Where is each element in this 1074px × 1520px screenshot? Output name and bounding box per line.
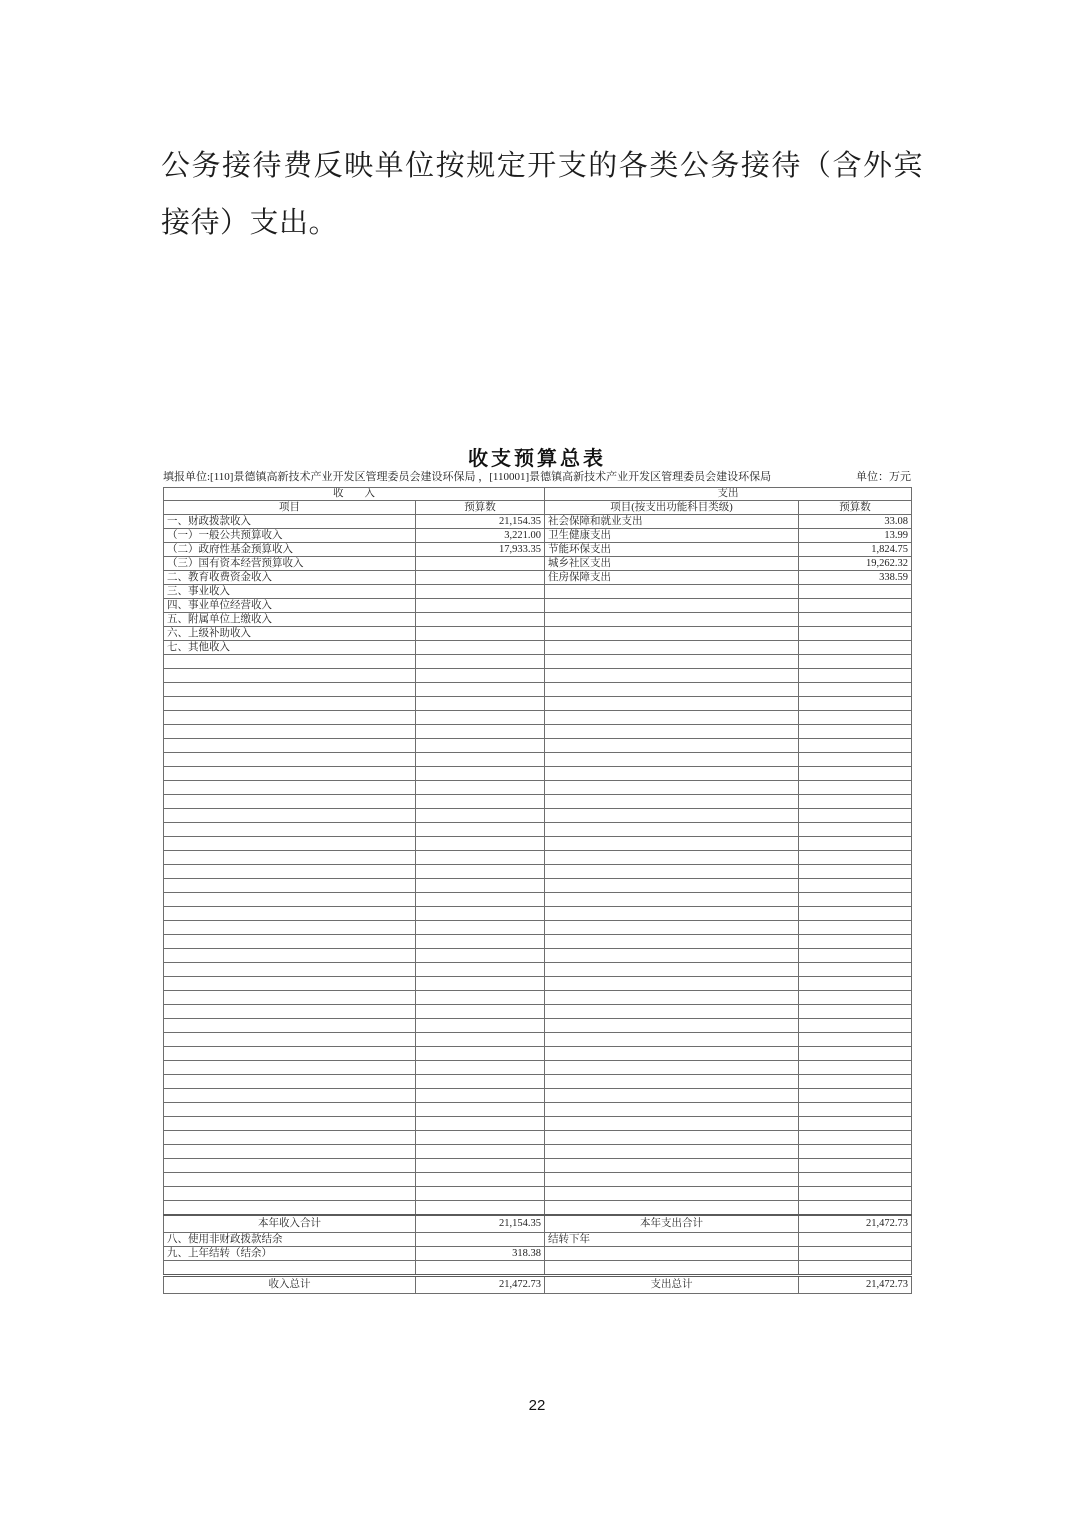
- expense-value-cell: [799, 711, 912, 725]
- expense-item-cell: [545, 851, 799, 865]
- income-value-cell: 3,221.00: [416, 529, 545, 543]
- expense-item-header: 项目(按支出功能科目类级): [545, 501, 799, 515]
- income-item-cell: 三、事业收入: [164, 585, 416, 599]
- income-item-cell: [164, 655, 416, 669]
- expense-value-cell: 21,472.73: [799, 1276, 912, 1294]
- income-item-cell: [164, 739, 416, 753]
- table-row: [164, 1019, 912, 1033]
- income-item-cell: [164, 1131, 416, 1145]
- expense-item-cell: [545, 865, 799, 879]
- expense-item-cell: [545, 711, 799, 725]
- income-value-cell: [416, 893, 545, 907]
- expense-item-cell: [545, 991, 799, 1005]
- income-section-header: 收 入: [164, 488, 545, 501]
- income-value-cell: [416, 767, 545, 781]
- income-item-cell: [164, 851, 416, 865]
- expense-item-cell: [545, 739, 799, 753]
- income-value-cell: [416, 1061, 545, 1075]
- expense-item-cell: [545, 795, 799, 809]
- expense-value-cell: 19,262.32: [799, 557, 912, 571]
- income-value-cell: [416, 711, 545, 725]
- expense-item-cell: [545, 977, 799, 991]
- income-value-cell: [416, 1173, 545, 1187]
- expense-value-cell: [799, 935, 912, 949]
- expense-item-cell: [545, 1173, 799, 1187]
- income-item-cell: [164, 1103, 416, 1117]
- expense-value-cell: [799, 1233, 912, 1247]
- expense-item-cell: [545, 823, 799, 837]
- income-item-cell: [164, 963, 416, 977]
- table-row: [164, 809, 912, 823]
- expense-value-cell: [799, 1187, 912, 1201]
- expense-value-cell: [799, 1131, 912, 1145]
- table-row: [164, 753, 912, 767]
- income-value-cell: [416, 809, 545, 823]
- table-row: [164, 1276, 912, 1294]
- table-row: [164, 1215, 912, 1233]
- income-item-cell: [164, 1187, 416, 1201]
- expense-value-cell: [799, 823, 912, 837]
- expense-value-cell: [799, 1117, 912, 1131]
- expense-item-cell: [545, 585, 799, 599]
- income-value-cell: [416, 949, 545, 963]
- table-row: [164, 515, 912, 529]
- income-item-cell: （一）一般公共预算收入: [164, 529, 416, 543]
- expense-value-cell: [799, 893, 912, 907]
- expense-item-cell: [545, 1187, 799, 1201]
- expense-value-cell: [799, 1033, 912, 1047]
- income-value-cell: [416, 1201, 545, 1216]
- income-item-cell: [164, 893, 416, 907]
- table-row: [164, 529, 912, 543]
- income-item-cell: [164, 809, 416, 823]
- income-item-cell: [164, 697, 416, 711]
- income-item-cell: 收入总计: [164, 1276, 416, 1294]
- expense-item-cell: [545, 1033, 799, 1047]
- income-value-cell: [416, 1233, 545, 1247]
- table-row: [164, 1103, 912, 1117]
- expense-item-cell: [545, 935, 799, 949]
- income-value-cell: 21,154.35: [416, 1215, 545, 1233]
- expense-item-cell: [545, 907, 799, 921]
- expense-value-cell: [799, 837, 912, 851]
- income-item-cell: 一、财政拨款收入: [164, 515, 416, 529]
- table-row: [164, 1247, 912, 1261]
- expense-item-cell: [545, 1089, 799, 1103]
- expense-item-cell: [545, 879, 799, 893]
- expense-item-cell: [545, 1117, 799, 1131]
- expense-value-cell: [799, 753, 912, 767]
- expense-value-cell: [799, 585, 912, 599]
- expense-item-cell: [545, 683, 799, 697]
- table-row: [164, 725, 912, 739]
- expense-value-cell: [799, 739, 912, 753]
- income-value-cell: [416, 655, 545, 669]
- table-row: [164, 865, 912, 879]
- expense-item-cell: [545, 1005, 799, 1019]
- income-item-cell: 二、教育收费资金收入: [164, 571, 416, 585]
- income-value-cell: [416, 571, 545, 585]
- table-row: [164, 1117, 912, 1131]
- expense-value-cell: [799, 767, 912, 781]
- table-row: [164, 543, 912, 557]
- table-row: [164, 921, 912, 935]
- income-item-cell: 六、上级补助收入: [164, 627, 416, 641]
- income-item-cell: （二）政府性基金预算收入: [164, 543, 416, 557]
- income-value-cell: [416, 977, 545, 991]
- income-item-cell: 七、其他收入: [164, 641, 416, 655]
- income-value-cell: [416, 1075, 545, 1089]
- expense-item-cell: [545, 669, 799, 683]
- expense-value-cell: [799, 1061, 912, 1075]
- expense-value-cell: [799, 655, 912, 669]
- income-item-cell: [164, 949, 416, 963]
- expense-item-cell: [545, 655, 799, 669]
- expense-item-cell: [545, 1019, 799, 1033]
- expense-value-cell: [799, 1103, 912, 1117]
- table-row: [164, 851, 912, 865]
- expense-item-cell: [545, 1061, 799, 1075]
- income-item-cell: [164, 1173, 416, 1187]
- income-item-cell: [164, 767, 416, 781]
- expense-item-cell: [545, 641, 799, 655]
- income-value-cell: [416, 1005, 545, 1019]
- expense-item-cell: [545, 1247, 799, 1261]
- income-item-cell: [164, 1033, 416, 1047]
- expense-value-cell: 13.99: [799, 529, 912, 543]
- expense-value-cell: [799, 683, 912, 697]
- body-paragraph: 公务接待费反映单位按规定开支的各类公务接待（含外宾接待）支出。: [161, 150, 923, 239]
- income-value-cell: [416, 921, 545, 935]
- income-value-cell: [416, 1103, 545, 1117]
- expense-item-cell: [545, 837, 799, 851]
- income-item-header: 项目: [164, 501, 416, 515]
- expense-item-cell: 卫生健康支出: [545, 529, 799, 543]
- income-budget-header: 预算数: [416, 501, 545, 515]
- expense-item-cell: [545, 613, 799, 627]
- expense-item-cell: [545, 809, 799, 823]
- income-value-cell: [416, 851, 545, 865]
- income-item-cell: [164, 1089, 416, 1103]
- table-row: [164, 599, 912, 613]
- income-item-cell: [164, 865, 416, 879]
- expense-value-cell: [799, 865, 912, 879]
- expense-item-cell: [545, 725, 799, 739]
- income-value-cell: [416, 627, 545, 641]
- income-item-cell: [164, 1117, 416, 1131]
- income-item-cell: [164, 1201, 416, 1216]
- income-item-cell: [164, 1145, 416, 1159]
- income-value-cell: [416, 991, 545, 1005]
- expense-value-cell: [799, 1261, 912, 1276]
- expense-value-cell: [799, 851, 912, 865]
- table-row: [164, 1131, 912, 1145]
- expense-value-cell: [799, 697, 912, 711]
- income-item-cell: [164, 795, 416, 809]
- table-row: [164, 1145, 912, 1159]
- expense-value-cell: [799, 1247, 912, 1261]
- income-value-cell: [416, 1033, 545, 1047]
- expense-item-cell: [545, 627, 799, 641]
- table-row: [164, 1173, 912, 1187]
- expense-value-cell: [799, 1173, 912, 1187]
- table-row: [164, 1201, 912, 1216]
- income-value-cell: 17,933.35: [416, 543, 545, 557]
- expense-value-cell: 338.59: [799, 571, 912, 585]
- table-row: [164, 1233, 912, 1247]
- income-value-cell: [416, 1131, 545, 1145]
- table-row: [164, 711, 912, 725]
- expense-value-cell: [799, 599, 912, 613]
- table-row: [164, 977, 912, 991]
- income-item-cell: [164, 683, 416, 697]
- income-item-cell: [164, 977, 416, 991]
- income-item-cell: 九、上年结转（结余）: [164, 1247, 416, 1261]
- income-item-cell: [164, 921, 416, 935]
- table-row: [164, 1159, 912, 1173]
- expense-value-cell: 33.08: [799, 515, 912, 529]
- income-item-cell: [164, 1075, 416, 1089]
- income-value-cell: 318.38: [416, 1247, 545, 1261]
- income-value-cell: [416, 753, 545, 767]
- table-row: [164, 907, 912, 921]
- income-item-cell: [164, 837, 416, 851]
- income-item-cell: [164, 879, 416, 893]
- budget-table: [163, 487, 912, 1294]
- income-value-cell: [416, 683, 545, 697]
- expense-item-cell: [545, 1201, 799, 1216]
- income-item-cell: [164, 725, 416, 739]
- expense-item-cell: [545, 599, 799, 613]
- income-value-cell: [416, 1261, 545, 1276]
- income-item-cell: 四、事业单位经营收入: [164, 599, 416, 613]
- table-row: [164, 1061, 912, 1075]
- income-item-cell: （三）国有资本经营预算收入: [164, 557, 416, 571]
- expense-item-cell: [545, 893, 799, 907]
- income-item-cell: [164, 711, 416, 725]
- table-row: [164, 585, 912, 599]
- table-row: [164, 1089, 912, 1103]
- income-item-cell: [164, 1005, 416, 1019]
- table-row: [164, 781, 912, 795]
- expense-value-cell: [799, 1019, 912, 1033]
- table-row: [164, 571, 912, 585]
- table-row: [164, 697, 912, 711]
- expense-value-cell: [799, 1145, 912, 1159]
- income-value-cell: [416, 935, 545, 949]
- expense-value-cell: [799, 963, 912, 977]
- table-row: [164, 823, 912, 837]
- income-value-cell: [416, 865, 545, 879]
- table-row: [164, 1075, 912, 1089]
- budget-table-body: [164, 515, 912, 1294]
- income-item-cell: [164, 991, 416, 1005]
- income-value-cell: [416, 613, 545, 627]
- unit-of-measure-label: 单位：万元: [856, 471, 911, 483]
- table-row: [164, 1187, 912, 1201]
- income-value-cell: [416, 795, 545, 809]
- expense-value-cell: [799, 949, 912, 963]
- expense-value-cell: [799, 1089, 912, 1103]
- table-row: [164, 963, 912, 977]
- expense-budget-header: 预算数: [799, 501, 912, 515]
- income-value-cell: [416, 823, 545, 837]
- income-item-cell: [164, 1261, 416, 1276]
- table-row: [164, 795, 912, 809]
- page-number: 22: [528, 1397, 546, 1414]
- income-value-cell: [416, 725, 545, 739]
- expense-value-cell: [799, 977, 912, 991]
- expense-item-cell: [545, 921, 799, 935]
- expense-value-cell: [799, 781, 912, 795]
- expense-item-cell: 住房保障支出: [545, 571, 799, 585]
- expense-value-cell: [799, 809, 912, 823]
- table-row: [164, 739, 912, 753]
- table-column-header-row: [164, 501, 912, 515]
- income-item-cell: [164, 781, 416, 795]
- expense-value-cell: 21,472.73: [799, 1215, 912, 1233]
- expense-value-cell: [799, 991, 912, 1005]
- income-value-cell: [416, 1047, 545, 1061]
- income-value-cell: [416, 1187, 545, 1201]
- expense-item-cell: [545, 1047, 799, 1061]
- income-item-cell: [164, 1047, 416, 1061]
- expense-value-cell: [799, 907, 912, 921]
- expense-item-cell: [545, 1159, 799, 1173]
- income-value-cell: [416, 557, 545, 571]
- table-row: [164, 669, 912, 683]
- income-value-cell: 21,154.35: [416, 515, 545, 529]
- expense-item-cell: 本年支出合计: [545, 1215, 799, 1233]
- income-value-cell: [416, 641, 545, 655]
- income-value-cell: [416, 585, 545, 599]
- income-value-cell: [416, 1019, 545, 1033]
- table-row: [164, 879, 912, 893]
- expense-item-cell: 节能环保支出: [545, 543, 799, 557]
- income-value-cell: [416, 837, 545, 851]
- expense-value-cell: [799, 613, 912, 627]
- income-item-cell: [164, 753, 416, 767]
- expense-item-cell: [545, 1103, 799, 1117]
- expense-value-cell: [799, 1075, 912, 1089]
- table-row: [164, 935, 912, 949]
- expense-item-cell: [545, 781, 799, 795]
- expense-value-cell: [799, 879, 912, 893]
- expense-item-cell: [545, 1261, 799, 1276]
- expense-value-cell: [799, 669, 912, 683]
- income-item-cell: 本年收入合计: [164, 1215, 416, 1233]
- table-row: [164, 641, 912, 655]
- table-row: [164, 1047, 912, 1061]
- income-value-cell: [416, 739, 545, 753]
- expense-value-cell: 1,824.75: [799, 543, 912, 557]
- expense-item-cell: 社会保障和就业支出: [545, 515, 799, 529]
- expense-item-cell: 城乡社区支出: [545, 557, 799, 571]
- income-value-cell: [416, 599, 545, 613]
- table-row: [164, 557, 912, 571]
- income-item-cell: [164, 907, 416, 921]
- income-item-cell: [164, 669, 416, 683]
- table-meta-row: [163, 470, 911, 485]
- income-item-cell: 五、附属单位上缴收入: [164, 613, 416, 627]
- table-row: [164, 991, 912, 1005]
- income-value-cell: [416, 1117, 545, 1131]
- expense-item-cell: 结转下年: [545, 1233, 799, 1247]
- income-item-cell: [164, 1061, 416, 1075]
- income-value-cell: [416, 1159, 545, 1173]
- income-item-cell: [164, 823, 416, 837]
- table-row: [164, 683, 912, 697]
- income-value-cell: [416, 1089, 545, 1103]
- income-value-cell: [416, 907, 545, 921]
- expense-value-cell: [799, 795, 912, 809]
- expense-item-cell: [545, 767, 799, 781]
- expense-item-cell: [545, 1145, 799, 1159]
- expense-item-cell: [545, 1131, 799, 1145]
- table-row: [164, 1005, 912, 1019]
- expense-item-cell: [545, 697, 799, 711]
- income-value-cell: [416, 963, 545, 977]
- expense-item-cell: 支出总计: [545, 1276, 799, 1294]
- table-section-header-row: [164, 488, 912, 501]
- table-row: [164, 1033, 912, 1047]
- table-title: 收支预算总表: [468, 448, 606, 470]
- income-value-cell: [416, 781, 545, 795]
- table-row: [164, 767, 912, 781]
- expense-value-cell: [799, 725, 912, 739]
- expense-value-cell: [799, 1047, 912, 1061]
- expense-item-cell: [545, 753, 799, 767]
- expense-item-cell: [545, 1075, 799, 1089]
- income-value-cell: [416, 697, 545, 711]
- income-value-cell: [416, 879, 545, 893]
- table-row: [164, 893, 912, 907]
- income-value-cell: [416, 669, 545, 683]
- table-row: [164, 949, 912, 963]
- income-item-cell: [164, 935, 416, 949]
- income-item-cell: 八、使用非财政拨款结余: [164, 1233, 416, 1247]
- table-row: [164, 613, 912, 627]
- expense-value-cell: [799, 1201, 912, 1216]
- expense-value-cell: [799, 1005, 912, 1019]
- expense-section-header: 支出: [545, 488, 912, 501]
- expense-item-cell: [545, 949, 799, 963]
- expense-value-cell: [799, 921, 912, 935]
- table-row: [164, 1261, 912, 1276]
- table-row: [164, 655, 912, 669]
- income-value-cell: 21,472.73: [416, 1276, 545, 1294]
- expense-value-cell: [799, 641, 912, 655]
- expense-value-cell: [799, 1159, 912, 1173]
- reporting-unit-label: 填报单位:[110]景德镇高新技术产业开发区管理委员会建设环保局 ，[110001]景德镇高新技术产业开发区管理委员会建设环保局: [163, 471, 772, 483]
- table-row: [164, 627, 912, 641]
- income-item-cell: [164, 1159, 416, 1173]
- income-value-cell: [416, 1145, 545, 1159]
- expense-value-cell: [799, 627, 912, 641]
- table-row: [164, 837, 912, 851]
- expense-item-cell: [545, 963, 799, 977]
- income-item-cell: [164, 1019, 416, 1033]
